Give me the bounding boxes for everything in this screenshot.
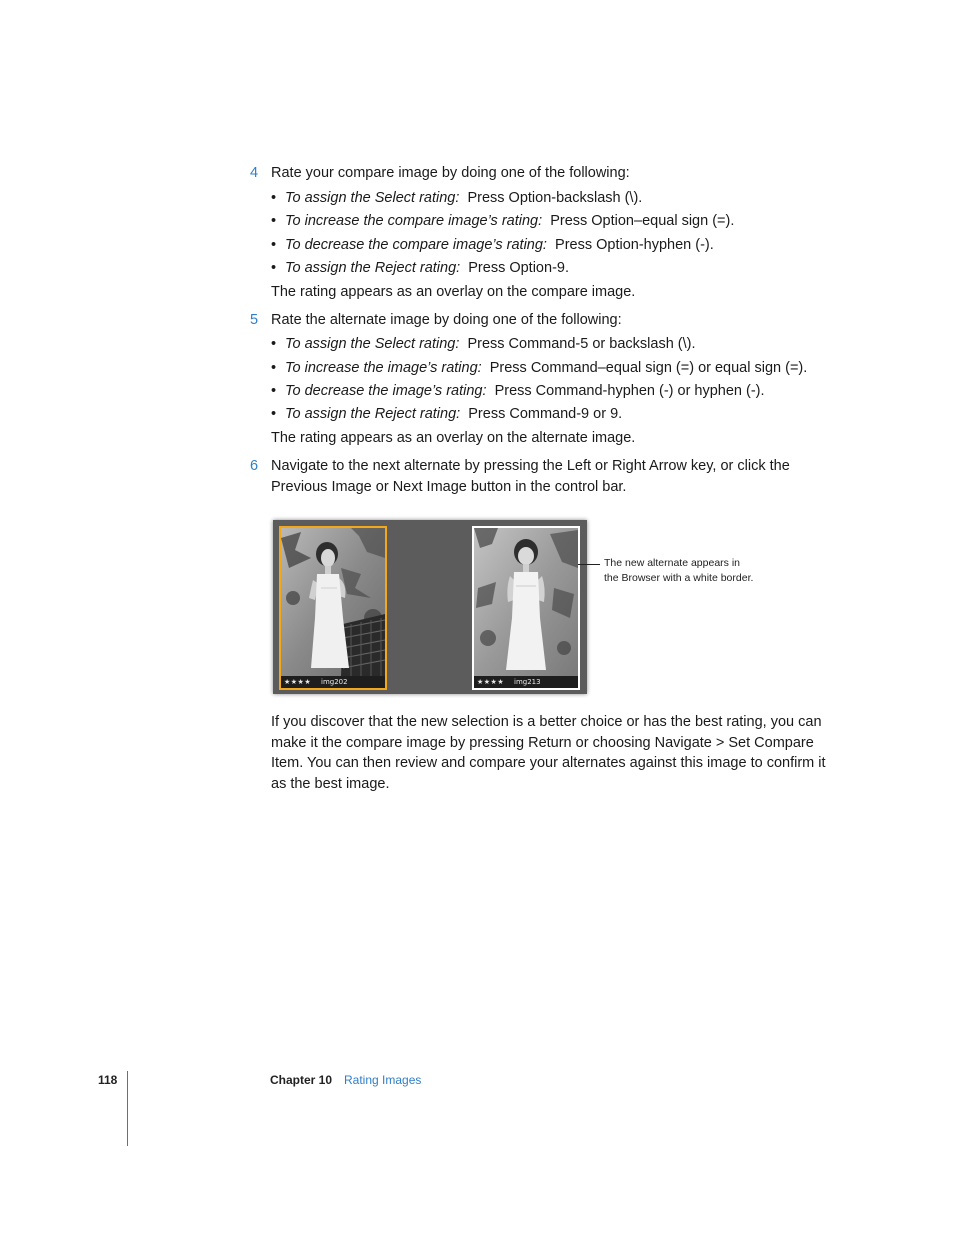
bullet-marker: • [271,360,277,376]
callout-leader-line [578,564,600,565]
photo-image [474,528,578,676]
bullet-lead: To assign the Select rating: [285,190,460,206]
step-text: Navigate to the next alternate by pressing the Left or Right Arrow key, or click the Previous Image or Next Image button in the control bar. [271,458,790,495]
browser-figure [273,520,587,694]
bullet-lead: To decrease the compare image’s rating: [285,237,547,253]
step-number: 5 [250,312,259,328]
image-name: img202 [321,678,348,686]
step-number: 6 [250,458,259,474]
thumbnail-caption [474,676,578,688]
bullet-action: Press Command–equal sign (=) or equal sign (=). [489,360,808,376]
closing-paragraph: If you discover that the new selection is a better choice or has the best rating, you can make it the compare image by pressing Return or choosing Navigate > Set Compare Item. You can then review and compare your alternates against this image to confirm it as the best image. [271,714,826,792]
bullet-action: Press Option-9. [468,260,569,276]
bullet-lead: To assign the Select rating: [285,336,460,352]
thumbnail-caption [281,676,385,688]
figure-callout: The new alternate appears in the Browser with a white border. [604,557,754,584]
bullet-action: Press Command-5 or backslash (\). [467,336,696,352]
bullet-marker: • [271,190,277,206]
step-number: 4 [250,165,259,181]
alternate-thumbnail[interactable] [472,526,580,690]
bullet-marker: • [271,260,277,276]
photo-image [281,528,385,676]
page-number: 118 [98,1073,118,1087]
image-name: img213 [514,678,541,686]
rating-stars: ★★★★ [477,678,505,686]
bullet-marker: • [271,383,277,399]
bullet-marker: • [271,213,277,229]
bullet-lead: To decrease the image’s rating: [285,383,487,399]
bullet-action: Press Option-hyphen (-). [555,237,714,253]
alternate-note: The rating appears as an overlay on the alternate image. [271,430,636,446]
rating-stars: ★★★★ [284,678,312,686]
footer-chapter: Chapter 10 [270,1073,333,1087]
bullet-action: Press Option–equal sign (=). [550,213,735,229]
footer-chapter-title: Rating Images [344,1073,422,1087]
bullet-lead: To increase the image’s rating: [285,360,482,376]
bullet-lead: To assign the Reject rating: [285,260,461,276]
bullet-marker: • [271,336,277,352]
bullet-marker: • [271,406,277,422]
bullet-lead: To assign the Reject rating: [285,406,461,422]
footer-rule [127,1071,128,1146]
bullet-marker: • [271,237,277,253]
bullet-lead: To increase the compare image’s rating: [285,213,543,229]
compare-thumbnail[interactable] [279,526,387,690]
bullet-action: Press Option-backslash (\). [467,190,643,206]
compare-note: The rating appears as an overlay on the compare image. [271,284,636,300]
bullet-action: Press Command-hyphen (-) or hyphen (-). [494,383,765,399]
bullet-action: Press Command-9 or 9. [468,406,623,422]
step-text: Rate your compare image by doing one of the following: [271,165,630,181]
step-text: Rate the alternate image by doing one of the following: [271,312,622,328]
